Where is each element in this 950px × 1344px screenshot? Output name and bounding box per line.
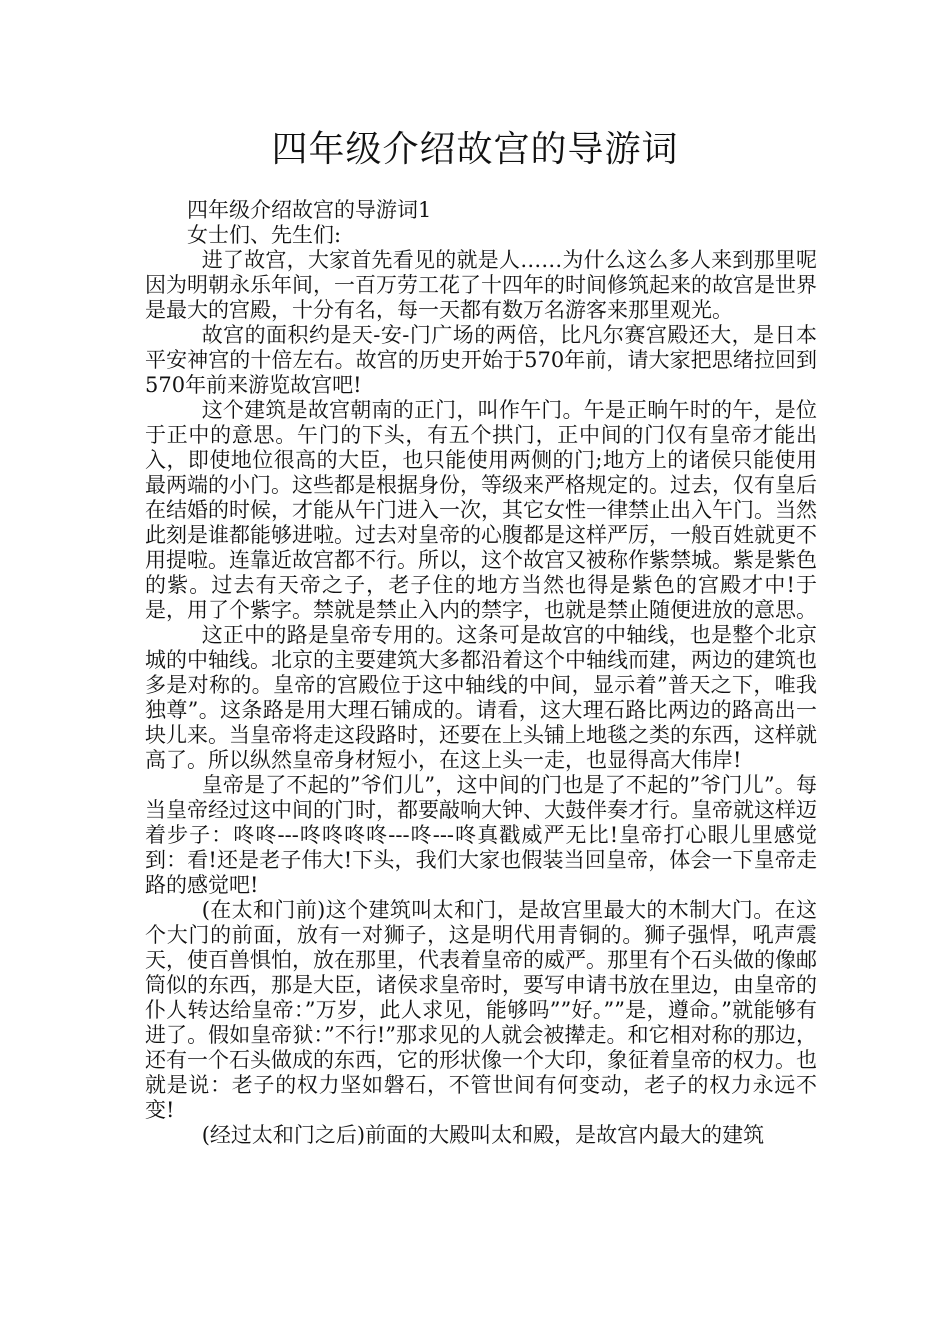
page-title: 四年级介绍故宫的导游词 — [271, 129, 679, 170]
paragraph-7: (经过太和门之后)前面的大殿叫太和殿，是故宫内最大的建筑 — [201, 1123, 765, 1147]
paragraph-4: 这正中的路是皇帝专用的。这条可是故宫的中轴线，也是整个北京城的中轴线。北京的主要建筑大多都沿着这个中轴线而建，两边的建筑也多是对称的。皇帝的宫殿位于这中轴线的中间，显示着”普天之下，唯我独尊”。这条路是用大理石铺成的。请看，这大理石路比两边的路高出一块儿来。当皇帝将走这段路时，还要在上头铺上地毯之类的东西，这样就高了。所以纵然皇帝身材短小，在这上头一走，也显得高大伟岸! — [145, 623, 817, 772]
greeting-line: 女士们、先生们: — [187, 223, 342, 247]
paragraph-3: 这个建筑是故宫朝南的正门，叫作午门。午是正晌午时的午，是位于正中的意思。午门的下头，有五个拱门，正中间的门仅有皇帝才能出入，即使地位很高的大臣，也只能使用两侧的门;地方上的诸侯只能使用最两端的小门。这些都是根据身份，等级来严格规定的。过去，仅有皇后在结婚的时候，才能从午门进入一次，其它女性一律禁止出入午门。当然此刻是谁都能够进啦。过去对皇帝的心腹都是这样严厉，一般百姓就更不用提啦。连靠近故宫都不行。所以，这个故宫又被称作紫禁城。紫是紫色的紫。过去有天帝之子，老子住的地方当然也得是紫色的宫殿才中!于是，用了个紫字。禁就是禁止入内的禁字，也就是禁止随便进放的意思。 — [145, 398, 817, 622]
document-body — [145, 198, 817, 1148]
paragraph-2: 故宫的面积约是天-安-门广场的两倍，比凡尔赛宫殿还大，是日本平安神宫的十倍左右。故宫的历史开始于570年前，请大家把思绪拉回到570年前来游览故宫吧! — [145, 323, 817, 397]
paragraph-1: 进了故宫，大家首先看见的就是人……为什么这么多人来到那里呢因为明朝永乐年间，一百万劳工花了十四年的时间修筑起来的故宫是世界是最大的宫殿，十分有名，每一天都有数万名游客来那里观光。 — [145, 248, 817, 322]
section-heading: 四年级介绍故宫的导游词1 — [187, 198, 432, 222]
paragraph-5: 皇帝是了不起的”爷们儿”，这中间的门也是了不起的”爷门儿”。每当皇帝经过这中间的门时，都要敲响大钟、大鼓伴奏才行。皇帝就这样迈着步子：咚咚---咚咚咚咚---咚---咚真戳威严无比!皇帝打心眼儿里感觉到：看!还是老子伟大!下头，我们大家也假装当回皇帝，体会一下皇帝走路的感觉吧! — [145, 773, 817, 897]
paragraph-6: (在太和门前)这个建筑叫太和门，是故宫里最大的木制大门。在这个大门的前面，放有一对狮子，这是明代用青铜的。狮子强悍，吼声震天，使百兽惧怕，放在那里，代表着皇帝的威严。那里有个石头做的像邮筒似的东西，那是大臣，诸侯求皇帝时，要写申请书放在里边，由皇帝的仆人转达给皇帝：”万岁，此人求见，能够吗””好。””是，遵命。”就能够有进了。假如皇帝狱：”不行!”那求见的人就会被撵走。和它相对称的那边，还有一个石头做成的东西，它的形状像一个大印，象征着皇帝的权力。也就是说：老子的权力坚如磐石，不管世间有何变动，老子的权力永远不变! — [145, 898, 817, 1122]
